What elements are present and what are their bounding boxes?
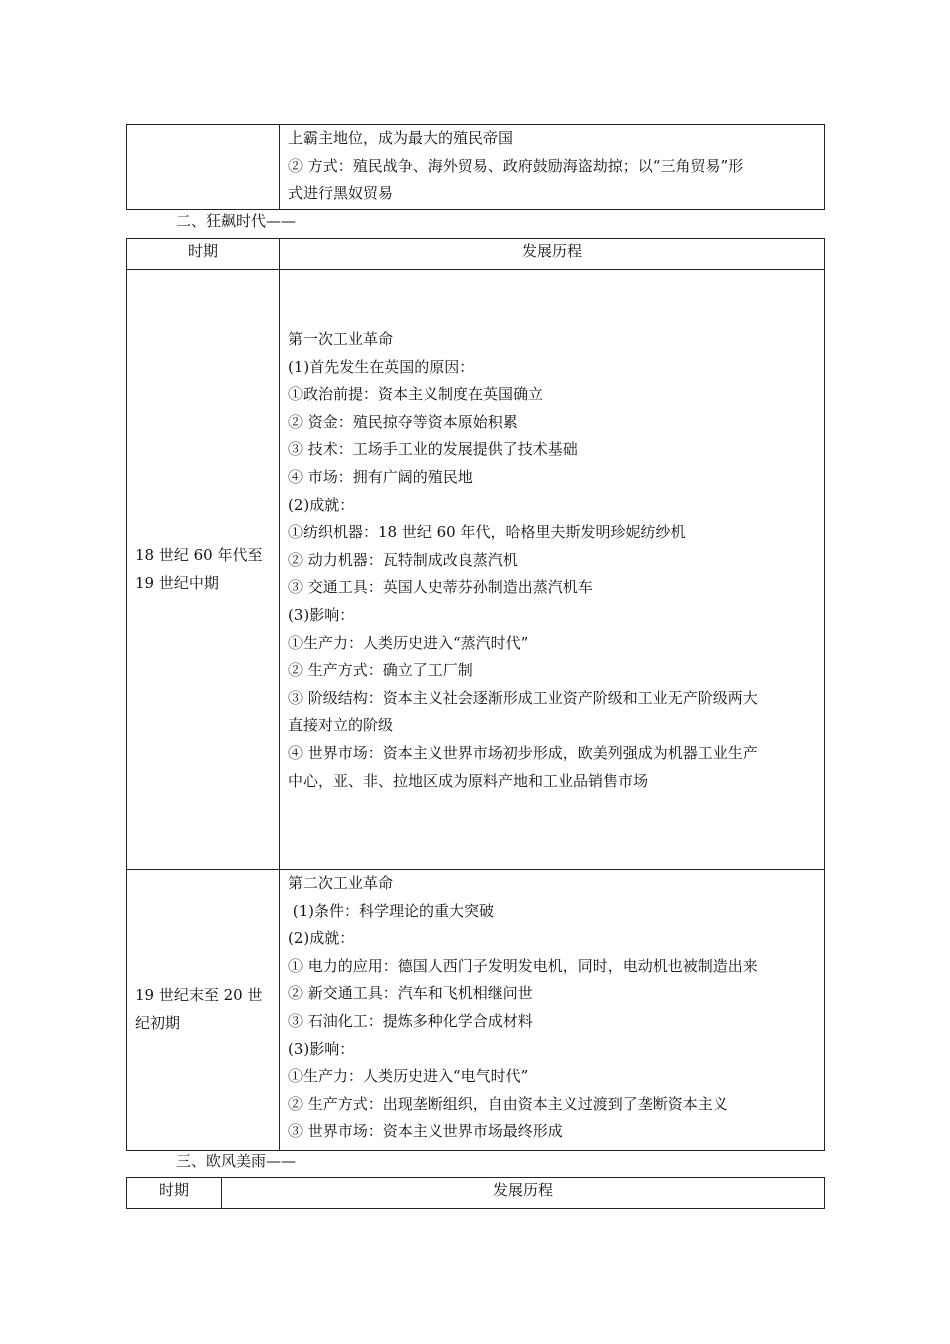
text-line: ③ 阶级结构：资本主义社会逐渐形成工业资产阶级和工业无产阶级两大: [288, 688, 758, 707]
text-line: 式进行黑奴贸易: [288, 184, 394, 203]
text-line: (1)条件：科学理论的重大突破: [288, 901, 495, 920]
text-line: ③ 石油化工：提炼多种化学合成材料: [288, 1011, 533, 1030]
header-period: 时期: [127, 239, 280, 270]
text-line: ①生产力：人类历史进入“电气时代”: [288, 1067, 529, 1086]
text-line: 中心，亚、非、拉地区成为原料产地和工业品销售市场: [288, 771, 649, 790]
text-line: (2)成就：: [288, 929, 355, 948]
text-line: (3)影响：: [288, 605, 355, 624]
text-line: ① 电力的应用：德国人西门子发明发电机，同时，电动机也被制造出来: [288, 956, 758, 975]
period-cell: [127, 270, 280, 870]
text-line: ①生产力：人类历史进入“蒸汽时代”: [288, 633, 529, 652]
process-cell: [280, 125, 825, 210]
period-line: 19 世纪末至 20 世: [135, 986, 263, 1005]
text-line: 第二次工业革命: [288, 874, 394, 892]
process-cell: [280, 870, 825, 1151]
text-line: (3)影响：: [288, 1039, 355, 1058]
period-line: 18 世纪 60 年代至: [135, 545, 263, 564]
section2-heading: 二、狂飙时代——: [176, 212, 297, 230]
industrial-revolution-table: [126, 238, 825, 1151]
period-cell: [127, 870, 280, 1151]
header-process: 发展历程: [222, 1178, 825, 1209]
text-line: ② 资金：殖民掠夺等资本原始积累: [288, 412, 518, 431]
period-cell-empty: [127, 125, 280, 210]
process-cell: [280, 270, 825, 870]
period-line: 19 世纪中期: [135, 573, 219, 592]
text-line: ④ 市场：拥有广阔的殖民地: [288, 467, 473, 486]
section3-heading: 三、欧风美雨——: [176, 1152, 297, 1170]
text-line: ③ 交通工具：英国人史蒂芬孙制造出蒸汽机车: [288, 578, 593, 597]
text-line: ② 方式：殖民战争、海外贸易、政府鼓励海盗劫掠；以“三角贸易”形: [288, 156, 744, 175]
header-process: 发展历程: [280, 239, 825, 270]
text-line: (2)成就：: [288, 495, 355, 514]
period-line: 纪初期: [135, 1014, 181, 1032]
text-line: ④ 世界市场：资本主义世界市场初步形成，欧美列强成为机器工业生产: [288, 743, 758, 762]
header-period: 时期: [127, 1178, 222, 1209]
text-line: 第一次工业革命: [288, 330, 394, 348]
text-line: ①政治前提：资本主义制度在英国确立: [288, 385, 544, 404]
text-line: ③ 技术：工场手工业的发展提供了技术基础: [288, 440, 578, 459]
text-line: 直接对立的阶级: [288, 716, 394, 735]
continuation-table: [126, 124, 825, 210]
text-line: 上霸主地位，成为最大的殖民帝国: [288, 129, 514, 147]
text-line: ② 新交通工具：汽车和飞机相继问世: [288, 984, 533, 1003]
text-line: ② 动力机器：瓦特制成改良蒸汽机: [288, 550, 518, 569]
text-line: ② 生产方式：确立了工厂制: [288, 661, 473, 680]
western-influence-table: [126, 1177, 825, 1209]
text-line: ③ 世界市场：资本主义世界市场最终形成: [288, 1122, 563, 1141]
text-line: ② 生产方式：出现垄断组织，自由资本主义过渡到了垄断资本主义: [288, 1094, 728, 1113]
text-line: ①纺织机器：18 世纪 60 年代，哈格里夫斯发明珍妮纺纱机: [288, 523, 686, 542]
text-line: (1)首先发生在英国的原因：: [288, 357, 475, 376]
